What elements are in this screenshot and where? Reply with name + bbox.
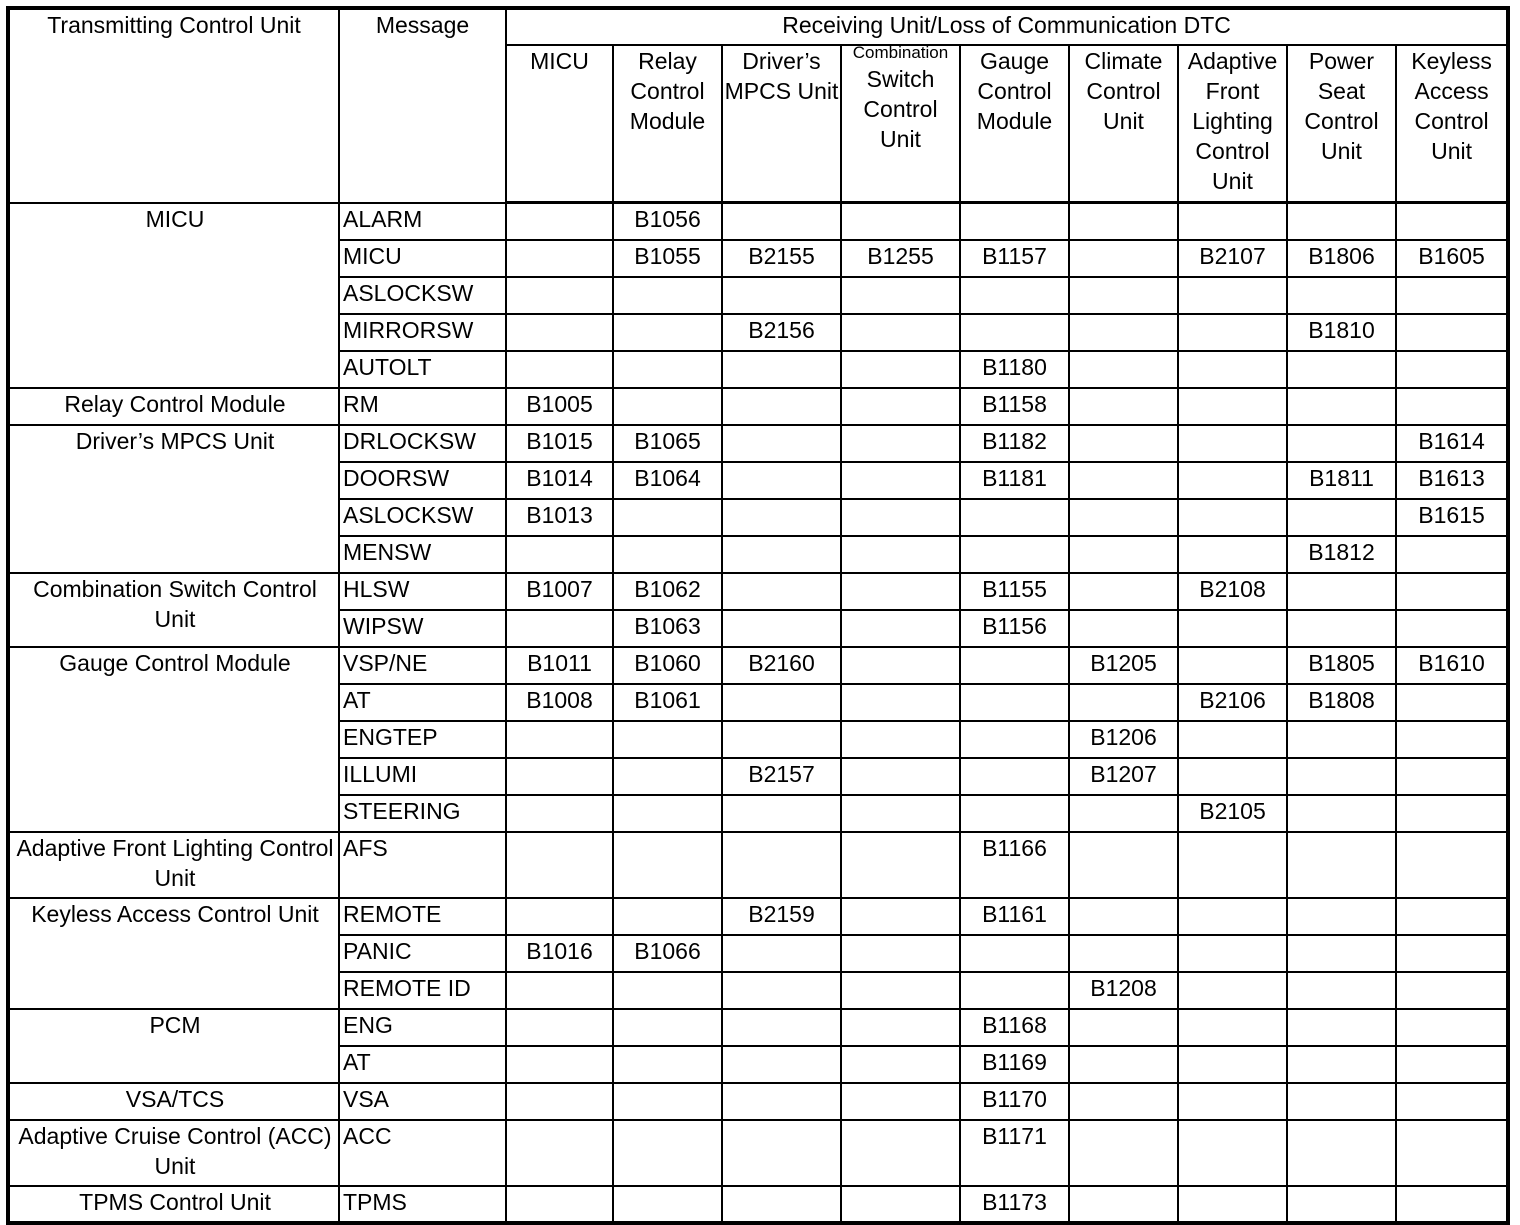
dtc-cell-micu [506, 832, 613, 898]
dtc-cell-climate-control-unit [1069, 351, 1178, 388]
dtc-cell-micu [506, 536, 613, 573]
dtc-cell-power-seat-control-unit [1287, 203, 1396, 240]
dtc-cell-climate-control-unit [1069, 1009, 1178, 1046]
dtc-cell-gauge-control-module: B1170 [960, 1083, 1069, 1120]
dtc-cell-relay-control-module [613, 1046, 722, 1083]
dtc-cell-keyless-access-control-unit [1396, 758, 1508, 795]
transmitting-unit-cell: VSA/TCS [8, 1083, 339, 1120]
dtc-cell-keyless-access-control-unit [1396, 1120, 1508, 1186]
dtc-cell-keyless-access-control-unit [1396, 351, 1508, 388]
dtc-cell-power-seat-control-unit [1287, 1009, 1396, 1046]
message-cell: STEERING [339, 795, 506, 832]
dtc-cell-micu [506, 277, 613, 314]
message-cell: AFS [339, 832, 506, 898]
dtc-cell-power-seat-control-unit: B1810 [1287, 314, 1396, 351]
dtc-cell-adaptive-front-lighting [1178, 388, 1287, 425]
dtc-cell-drivers-mpcs-unit [722, 935, 841, 972]
dtc-cell-climate-control-unit: B1205 [1069, 647, 1178, 684]
dtc-cell-combination-switch: B1255 [841, 240, 960, 277]
dtc-cell-combination-switch [841, 721, 960, 758]
dtc-cell-power-seat-control-unit [1287, 425, 1396, 462]
dtc-cell-relay-control-module [613, 972, 722, 1009]
dtc-cell-drivers-mpcs-unit [722, 499, 841, 536]
message-cell: VSA [339, 1083, 506, 1120]
dtc-cell-combination-switch [841, 536, 960, 573]
dtc-cell-adaptive-front-lighting [1178, 1120, 1287, 1186]
message-cell: PANIC [339, 935, 506, 972]
dtc-cell-adaptive-front-lighting [1178, 314, 1287, 351]
message-cell: DRLOCKSW [339, 425, 506, 462]
dtc-cell-climate-control-unit [1069, 499, 1178, 536]
dtc-cell-keyless-access-control-unit [1396, 610, 1508, 647]
dtc-cell-drivers-mpcs-unit [722, 795, 841, 832]
col-header-combination-switch [841, 45, 960, 203]
dtc-cell-combination-switch [841, 898, 960, 935]
dtc-cell-power-seat-control-unit: B1806 [1287, 240, 1396, 277]
dtc-cell-gauge-control-module: B1182 [960, 425, 1069, 462]
dtc-cell-power-seat-control-unit: B1812 [1287, 536, 1396, 573]
message-cell: ACC [339, 1120, 506, 1186]
dtc-cell-climate-control-unit [1069, 425, 1178, 462]
dtc-table [6, 6, 1510, 1225]
dtc-cell-gauge-control-module: B1158 [960, 388, 1069, 425]
message-cell: DOORSW [339, 462, 506, 499]
dtc-cell-climate-control-unit [1069, 573, 1178, 610]
table-row [8, 388, 1508, 425]
dtc-cell-power-seat-control-unit [1287, 351, 1396, 388]
dtc-cell-gauge-control-module: B1166 [960, 832, 1069, 898]
col-header-combination-label: Combination [852, 43, 949, 62]
dtc-cell-micu [506, 314, 613, 351]
dtc-cell-gauge-control-module [960, 536, 1069, 573]
dtc-cell-adaptive-front-lighting [1178, 462, 1287, 499]
dtc-cell-micu [506, 1046, 613, 1083]
message-cell: TPMS [339, 1186, 506, 1223]
dtc-cell-relay-control-module [613, 1186, 722, 1223]
dtc-cell-climate-control-unit [1069, 462, 1178, 499]
dtc-cell-relay-control-module: B1066 [613, 935, 722, 972]
transmitting-unit-cell: Adaptive Front Lighting Control Unit [8, 832, 339, 898]
dtc-cell-keyless-access-control-unit [1396, 898, 1508, 935]
col-header-keyless-access-control-unit: Keyless Access Control Unit [1396, 45, 1508, 203]
dtc-cell-relay-control-module: B1056 [613, 203, 722, 240]
dtc-cell-micu: B1008 [506, 684, 613, 721]
dtc-cell-relay-control-module [613, 314, 722, 351]
table-row [8, 1009, 1508, 1046]
dtc-cell-relay-control-module [613, 351, 722, 388]
message-cell: ASLOCKSW [339, 277, 506, 314]
dtc-cell-combination-switch [841, 351, 960, 388]
dtc-cell-keyless-access-control-unit [1396, 972, 1508, 1009]
dtc-cell-drivers-mpcs-unit [722, 277, 841, 314]
dtc-cell-adaptive-front-lighting [1178, 758, 1287, 795]
dtc-cell-combination-switch [841, 1083, 960, 1120]
dtc-cell-keyless-access-control-unit [1396, 1009, 1508, 1046]
header-message: Message [339, 8, 506, 203]
dtc-cell-drivers-mpcs-unit: B2157 [722, 758, 841, 795]
dtc-cell-adaptive-front-lighting: B2108 [1178, 573, 1287, 610]
col-header-switch-control-unit-label: Switch Control Unit [863, 66, 938, 152]
dtc-cell-keyless-access-control-unit [1396, 277, 1508, 314]
col-header-micu: MICU [506, 45, 613, 203]
dtc-cell-adaptive-front-lighting [1178, 499, 1287, 536]
dtc-cell-relay-control-module [613, 536, 722, 573]
dtc-cell-micu: B1005 [506, 388, 613, 425]
header-row-top [8, 8, 1508, 45]
dtc-cell-power-seat-control-unit [1287, 1186, 1396, 1223]
dtc-cell-keyless-access-control-unit: B1610 [1396, 647, 1508, 684]
col-header-gauge-control-module: Gauge Control Module [960, 45, 1069, 203]
message-cell: ENG [339, 1009, 506, 1046]
dtc-cell-power-seat-control-unit: B1808 [1287, 684, 1396, 721]
table-row [8, 1083, 1508, 1120]
table-row [8, 647, 1508, 684]
dtc-cell-gauge-control-module [960, 647, 1069, 684]
dtc-cell-gauge-control-module [960, 721, 1069, 758]
dtc-cell-drivers-mpcs-unit [722, 203, 841, 240]
dtc-cell-power-seat-control-unit [1287, 388, 1396, 425]
dtc-cell-keyless-access-control-unit [1396, 795, 1508, 832]
dtc-cell-keyless-access-control-unit [1396, 832, 1508, 898]
dtc-cell-micu: B1014 [506, 462, 613, 499]
dtc-cell-relay-control-module: B1060 [613, 647, 722, 684]
dtc-cell-climate-control-unit [1069, 314, 1178, 351]
dtc-cell-relay-control-module: B1055 [613, 240, 722, 277]
dtc-cell-combination-switch [841, 972, 960, 1009]
dtc-cell-combination-switch [841, 388, 960, 425]
dtc-cell-micu [506, 898, 613, 935]
dtc-cell-climate-control-unit [1069, 898, 1178, 935]
table-row [8, 1120, 1508, 1186]
dtc-cell-gauge-control-module: B1171 [960, 1120, 1069, 1186]
dtc-cell-combination-switch [841, 1120, 960, 1186]
dtc-cell-climate-control-unit [1069, 610, 1178, 647]
dtc-cell-combination-switch [841, 499, 960, 536]
message-cell: HLSW [339, 573, 506, 610]
dtc-cell-climate-control-unit [1069, 832, 1178, 898]
dtc-cell-relay-control-module [613, 277, 722, 314]
dtc-cell-adaptive-front-lighting [1178, 536, 1287, 573]
dtc-cell-climate-control-unit [1069, 277, 1178, 314]
dtc-cell-combination-switch [841, 610, 960, 647]
dtc-cell-keyless-access-control-unit [1396, 388, 1508, 425]
dtc-cell-micu [506, 240, 613, 277]
dtc-cell-gauge-control-module [960, 277, 1069, 314]
dtc-cell-micu [506, 610, 613, 647]
dtc-cell-keyless-access-control-unit [1396, 721, 1508, 758]
dtc-cell-combination-switch [841, 1186, 960, 1223]
dtc-cell-gauge-control-module: B1181 [960, 462, 1069, 499]
dtc-cell-power-seat-control-unit [1287, 610, 1396, 647]
dtc-cell-power-seat-control-unit [1287, 795, 1396, 832]
dtc-cell-drivers-mpcs-unit [722, 684, 841, 721]
dtc-cell-power-seat-control-unit [1287, 972, 1396, 1009]
dtc-cell-micu [506, 1009, 613, 1046]
dtc-cell-adaptive-front-lighting [1178, 972, 1287, 1009]
dtc-cell-power-seat-control-unit [1287, 935, 1396, 972]
message-cell: RM [339, 388, 506, 425]
message-cell: AT [339, 684, 506, 721]
dtc-cell-micu: B1013 [506, 499, 613, 536]
dtc-cell-adaptive-front-lighting [1178, 425, 1287, 462]
message-cell: ALARM [339, 203, 506, 240]
dtc-cell-gauge-control-module [960, 314, 1069, 351]
dtc-cell-power-seat-control-unit [1287, 898, 1396, 935]
dtc-cell-adaptive-front-lighting [1178, 1009, 1287, 1046]
dtc-cell-relay-control-module [613, 1083, 722, 1120]
dtc-cell-climate-control-unit [1069, 536, 1178, 573]
message-cell: VSP/NE [339, 647, 506, 684]
dtc-cell-drivers-mpcs-unit [722, 721, 841, 758]
dtc-cell-adaptive-front-lighting [1178, 1046, 1287, 1083]
dtc-cell-micu [506, 351, 613, 388]
dtc-cell-drivers-mpcs-unit [722, 972, 841, 1009]
message-cell: MICU [339, 240, 506, 277]
transmitting-unit-cell: MICU [8, 203, 339, 388]
dtc-cell-adaptive-front-lighting [1178, 832, 1287, 898]
dtc-cell-relay-control-module [613, 795, 722, 832]
transmitting-unit-cell: Keyless Access Control Unit [8, 898, 339, 1009]
dtc-cell-gauge-control-module [960, 972, 1069, 1009]
dtc-cell-keyless-access-control-unit: B1614 [1396, 425, 1508, 462]
message-cell: WIPSW [339, 610, 506, 647]
message-cell: REMOTE [339, 898, 506, 935]
dtc-cell-power-seat-control-unit: B1805 [1287, 647, 1396, 684]
dtc-cell-power-seat-control-unit [1287, 499, 1396, 536]
dtc-cell-micu: B1015 [506, 425, 613, 462]
transmitting-unit-cell: TPMS Control Unit [8, 1186, 339, 1223]
dtc-cell-drivers-mpcs-unit: B2156 [722, 314, 841, 351]
dtc-cell-gauge-control-module [960, 499, 1069, 536]
dtc-cell-combination-switch [841, 795, 960, 832]
dtc-cell-combination-switch [841, 425, 960, 462]
dtc-cell-combination-switch [841, 573, 960, 610]
col-header-relay-control-module: Relay Control Module [613, 45, 722, 203]
dtc-cell-gauge-control-module [960, 935, 1069, 972]
message-cell: REMOTE ID [339, 972, 506, 1009]
dtc-cell-keyless-access-control-unit [1396, 1046, 1508, 1083]
dtc-cell-climate-control-unit [1069, 684, 1178, 721]
dtc-cell-drivers-mpcs-unit [722, 462, 841, 499]
transmitting-unit-cell: Combination Switch Control Unit [8, 573, 339, 647]
dtc-cell-keyless-access-control-unit [1396, 573, 1508, 610]
transmitting-unit-cell: Relay Control Module [8, 388, 339, 425]
dtc-cell-adaptive-front-lighting: B2106 [1178, 684, 1287, 721]
message-cell: ILLUMI [339, 758, 506, 795]
dtc-cell-keyless-access-control-unit [1396, 1083, 1508, 1120]
dtc-cell-micu [506, 1083, 613, 1120]
dtc-cell-climate-control-unit [1069, 240, 1178, 277]
dtc-cell-micu: B1011 [506, 647, 613, 684]
dtc-cell-adaptive-front-lighting [1178, 1186, 1287, 1223]
dtc-cell-drivers-mpcs-unit [722, 1009, 841, 1046]
dtc-cell-micu [506, 758, 613, 795]
dtc-cell-climate-control-unit [1069, 795, 1178, 832]
dtc-cell-combination-switch [841, 203, 960, 240]
message-cell: ENGTEP [339, 721, 506, 758]
dtc-cell-drivers-mpcs-unit [722, 1046, 841, 1083]
dtc-cell-drivers-mpcs-unit [722, 1120, 841, 1186]
dtc-cell-relay-control-module [613, 1009, 722, 1046]
dtc-cell-keyless-access-control-unit: B1605 [1396, 240, 1508, 277]
dtc-cell-power-seat-control-unit [1287, 1046, 1396, 1083]
dtc-cell-gauge-control-module [960, 758, 1069, 795]
dtc-cell-gauge-control-module [960, 795, 1069, 832]
dtc-cell-relay-control-module: B1063 [613, 610, 722, 647]
dtc-cell-combination-switch [841, 1009, 960, 1046]
dtc-cell-adaptive-front-lighting [1178, 610, 1287, 647]
dtc-cell-adaptive-front-lighting [1178, 935, 1287, 972]
header-transmitting: Transmitting Control Unit [8, 8, 339, 203]
dtc-cell-micu [506, 721, 613, 758]
table-row [8, 573, 1508, 610]
dtc-cell-micu [506, 1186, 613, 1223]
dtc-cell-micu: B1016 [506, 935, 613, 972]
dtc-cell-drivers-mpcs-unit [722, 388, 841, 425]
dtc-cell-drivers-mpcs-unit: B2159 [722, 898, 841, 935]
message-cell: ASLOCKSW [339, 499, 506, 536]
dtc-cell-power-seat-control-unit [1287, 573, 1396, 610]
dtc-cell-keyless-access-control-unit [1396, 314, 1508, 351]
dtc-cell-combination-switch [841, 935, 960, 972]
dtc-cell-relay-control-module [613, 499, 722, 536]
dtc-cell-climate-control-unit [1069, 388, 1178, 425]
message-cell: MENSW [339, 536, 506, 573]
dtc-cell-combination-switch [841, 684, 960, 721]
dtc-cell-relay-control-module [613, 832, 722, 898]
dtc-cell-micu [506, 972, 613, 1009]
header-receiving: Receiving Unit/Loss of Communication DTC [506, 8, 1508, 45]
dtc-cell-combination-switch [841, 647, 960, 684]
col-header-climate-control-unit: Climate Control Unit [1069, 45, 1178, 203]
dtc-cell-gauge-control-module [960, 203, 1069, 240]
dtc-cell-climate-control-unit [1069, 935, 1178, 972]
dtc-cell-power-seat-control-unit [1287, 832, 1396, 898]
dtc-cell-keyless-access-control-unit [1396, 536, 1508, 573]
transmitting-unit-cell: Driver’s MPCS Unit [8, 425, 339, 573]
dtc-cell-adaptive-front-lighting: B2105 [1178, 795, 1287, 832]
dtc-cell-climate-control-unit [1069, 1046, 1178, 1083]
dtc-cell-power-seat-control-unit: B1811 [1287, 462, 1396, 499]
dtc-cell-climate-control-unit [1069, 1186, 1178, 1223]
dtc-cell-relay-control-module: B1065 [613, 425, 722, 462]
dtc-cell-drivers-mpcs-unit: B2155 [722, 240, 841, 277]
dtc-cell-relay-control-module [613, 898, 722, 935]
dtc-cell-micu [506, 203, 613, 240]
table-row [8, 1186, 1508, 1223]
dtc-cell-climate-control-unit [1069, 203, 1178, 240]
dtc-cell-keyless-access-control-unit: B1615 [1396, 499, 1508, 536]
dtc-cell-climate-control-unit: B1206 [1069, 721, 1178, 758]
dtc-cell-climate-control-unit [1069, 1083, 1178, 1120]
dtc-cell-drivers-mpcs-unit [722, 351, 841, 388]
dtc-cell-drivers-mpcs-unit [722, 1083, 841, 1120]
transmitting-unit-cell: Gauge Control Module [8, 647, 339, 832]
dtc-cell-gauge-control-module: B1161 [960, 898, 1069, 935]
dtc-cell-gauge-control-module: B1180 [960, 351, 1069, 388]
dtc-cell-drivers-mpcs-unit [722, 832, 841, 898]
dtc-cell-drivers-mpcs-unit [722, 425, 841, 462]
dtc-cell-drivers-mpcs-unit [722, 1186, 841, 1223]
dtc-cell-relay-control-module: B1064 [613, 462, 722, 499]
dtc-cell-power-seat-control-unit [1287, 1120, 1396, 1186]
dtc-cell-relay-control-module: B1062 [613, 573, 722, 610]
message-cell: AT [339, 1046, 506, 1083]
dtc-cell-gauge-control-module: B1168 [960, 1009, 1069, 1046]
dtc-cell-combination-switch [841, 1046, 960, 1083]
dtc-cell-micu [506, 795, 613, 832]
dtc-cell-relay-control-module [613, 388, 722, 425]
dtc-cell-drivers-mpcs-unit [722, 573, 841, 610]
dtc-cell-gauge-control-module: B1156 [960, 610, 1069, 647]
dtc-cell-adaptive-front-lighting [1178, 647, 1287, 684]
dtc-cell-keyless-access-control-unit [1396, 203, 1508, 240]
dtc-cell-relay-control-module [613, 1120, 722, 1186]
table-row [8, 425, 1508, 462]
dtc-cell-gauge-control-module [960, 684, 1069, 721]
dtc-cell-gauge-control-module: B1169 [960, 1046, 1069, 1083]
table-row [8, 203, 1508, 240]
table-row [8, 832, 1508, 898]
transmitting-unit-cell: PCM [8, 1009, 339, 1083]
dtc-cell-adaptive-front-lighting: B2107 [1178, 240, 1287, 277]
dtc-cell-adaptive-front-lighting [1178, 721, 1287, 758]
dtc-cell-climate-control-unit: B1207 [1069, 758, 1178, 795]
dtc-cell-gauge-control-module: B1157 [960, 240, 1069, 277]
dtc-cell-adaptive-front-lighting [1178, 277, 1287, 314]
dtc-cell-adaptive-front-lighting [1178, 351, 1287, 388]
dtc-cell-keyless-access-control-unit [1396, 935, 1508, 972]
dtc-cell-power-seat-control-unit [1287, 277, 1396, 314]
dtc-cell-relay-control-module: B1061 [613, 684, 722, 721]
transmitting-unit-cell: Adaptive Cruise Control (ACC) Unit [8, 1120, 339, 1186]
dtc-cell-power-seat-control-unit [1287, 721, 1396, 758]
dtc-cell-keyless-access-control-unit [1396, 1186, 1508, 1223]
dtc-cell-keyless-access-control-unit: B1613 [1396, 462, 1508, 499]
dtc-cell-combination-switch [841, 277, 960, 314]
dtc-cell-combination-switch [841, 462, 960, 499]
dtc-cell-combination-switch [841, 314, 960, 351]
dtc-cell-climate-control-unit: B1208 [1069, 972, 1178, 1009]
col-header-adaptive-front-lighting: Adaptive Front Lighting Control Unit [1178, 45, 1287, 203]
col-header-power-seat-control-unit: Power Seat Control Unit [1287, 45, 1396, 203]
dtc-cell-gauge-control-module: B1155 [960, 573, 1069, 610]
dtc-cell-combination-switch [841, 758, 960, 795]
dtc-cell-adaptive-front-lighting [1178, 1083, 1287, 1120]
dtc-cell-adaptive-front-lighting [1178, 203, 1287, 240]
dtc-cell-climate-control-unit [1069, 1120, 1178, 1186]
dtc-cell-micu: B1007 [506, 573, 613, 610]
dtc-cell-drivers-mpcs-unit [722, 536, 841, 573]
col-header-drivers-mpcs-unit: Driver’s MPCS Unit [722, 45, 841, 203]
dtc-cell-relay-control-module [613, 721, 722, 758]
dtc-cell-gauge-control-module: B1173 [960, 1186, 1069, 1223]
dtc-cell-drivers-mpcs-unit [722, 610, 841, 647]
message-cell: MIRRORSW [339, 314, 506, 351]
dtc-cell-micu [506, 1120, 613, 1186]
dtc-cell-power-seat-control-unit [1287, 1083, 1396, 1120]
dtc-cell-combination-switch [841, 832, 960, 898]
dtc-cell-drivers-mpcs-unit: B2160 [722, 647, 841, 684]
table-row [8, 898, 1508, 935]
dtc-cell-power-seat-control-unit [1287, 758, 1396, 795]
dtc-cell-adaptive-front-lighting [1178, 898, 1287, 935]
dtc-cell-relay-control-module [613, 758, 722, 795]
message-cell: AUTOLT [339, 351, 506, 388]
dtc-cell-keyless-access-control-unit [1396, 684, 1508, 721]
